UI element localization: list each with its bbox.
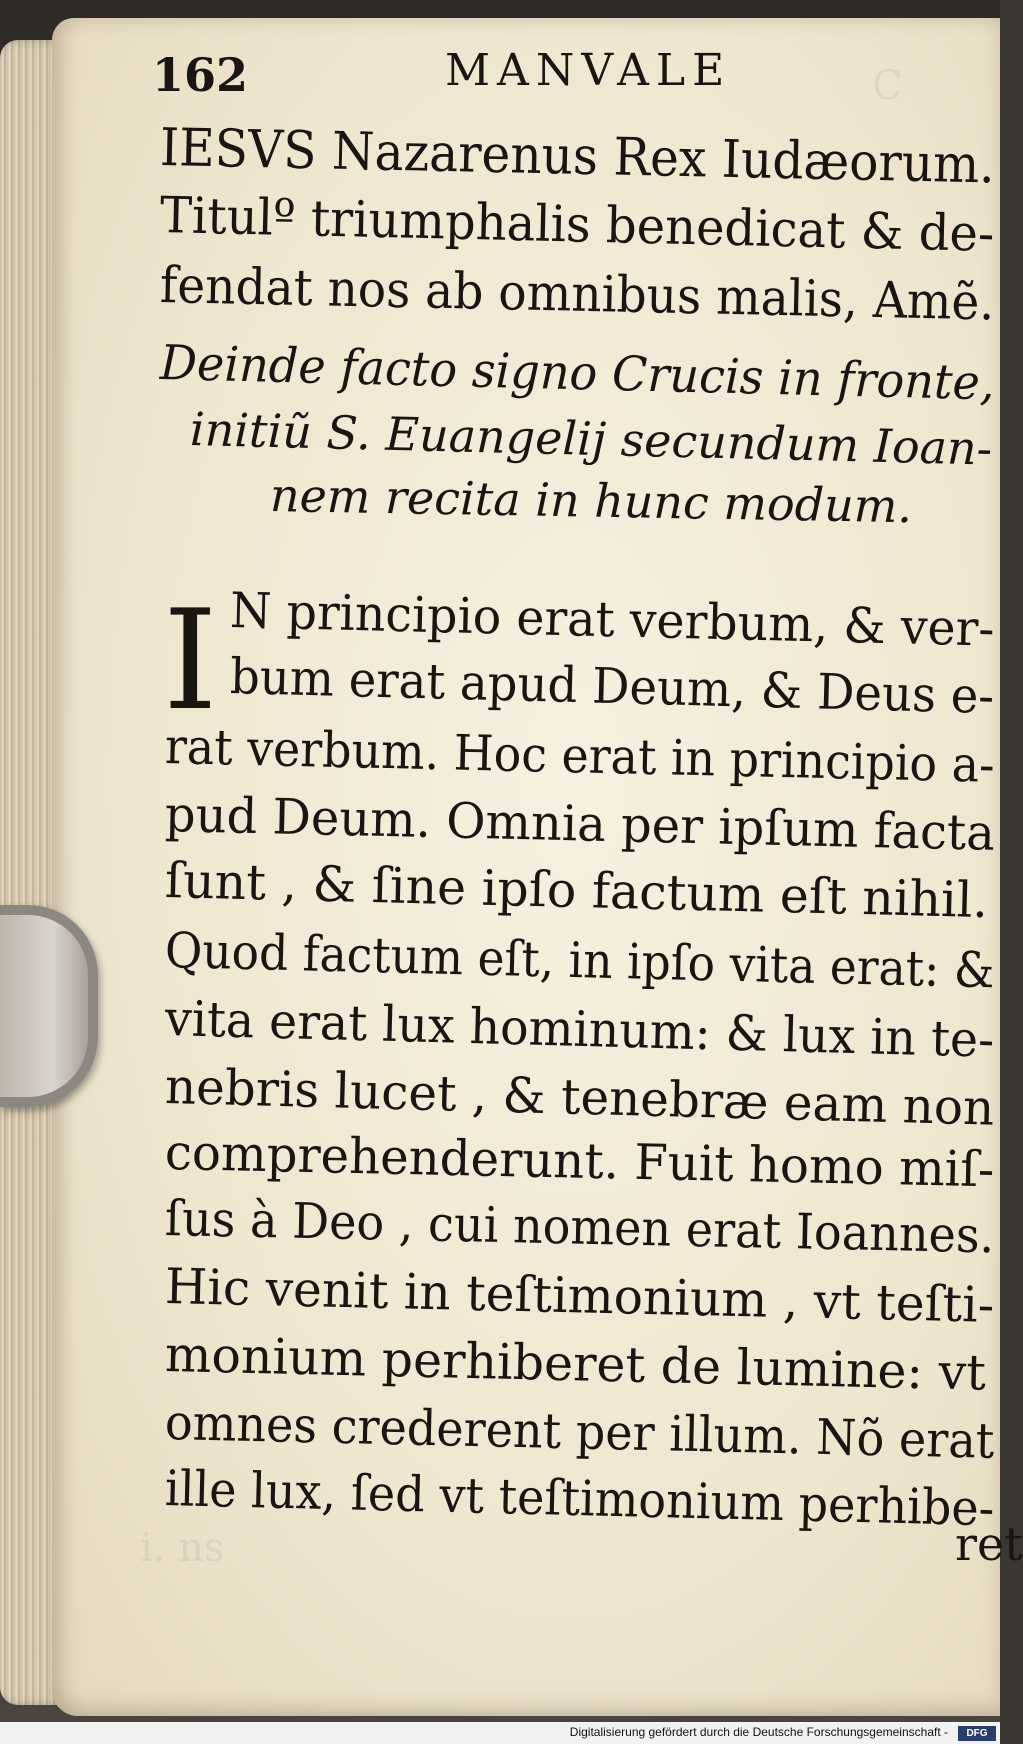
show-through-text: i. ns: [140, 1525, 225, 1571]
drop-cap: I: [163, 580, 218, 741]
opening-line-3: fendat nos ab omnibus malis, Amẽ.: [159, 256, 995, 332]
rubric-line-2: initiũ S. Euangelij secundum Ioan-: [189, 402, 993, 476]
rubric-line-3: nem recita in hunc modum.: [269, 468, 913, 534]
gospel-line-9: comprehenderunt. Fuit homo miſ-: [164, 1124, 995, 1199]
running-head: MANVALE: [445, 45, 732, 96]
gospel-line-4: pud Deum. Omnia per ipſum facta: [164, 786, 996, 862]
gospel-line-11: Hic venit in teſtimonium , vt teſti-: [164, 1258, 995, 1334]
rubric-line-1: Deinde facto signo Crucis in fronte,: [159, 335, 996, 412]
catchword: ret: [955, 1517, 1023, 1571]
gospel-line-7: vita erat lux hominum: & lux in te-: [164, 990, 995, 1069]
gospel-line-1: N principio erat verbum, & ver-: [229, 582, 996, 658]
gospel-line-5: ſunt , & ſine ipſo factum eſt nihil.: [164, 852, 989, 930]
gospel-line-3: rat verbum. Hoc erat in principio a-: [164, 718, 996, 794]
gospel-line-10: ſus à Deo , cui nomen erat Ioannes.: [164, 1190, 995, 1265]
show-through-text: C: [872, 63, 903, 109]
page-number: 162: [152, 48, 249, 102]
gospel-line-8: nebris lucet , & tenebræ eam non: [164, 1058, 995, 1137]
gospel-line-12: monium perhiberet de lumine: vt: [164, 1326, 987, 1402]
gospel-line-2: bum erat apud Deum, & Deus e-: [229, 648, 995, 725]
funding-note: Digitalisierung gefördert durch die Deutsche Forschungsgemeinschaft -: [566, 1724, 952, 1740]
book-clasp: [0, 905, 98, 1107]
gospel-line-13: omnes crederent per illum. Nõ erat: [164, 1394, 995, 1470]
dfg-logo: DFG: [958, 1726, 996, 1741]
opening-line-1: IESVS Nazarenus Rex Iudæorum.: [159, 118, 996, 196]
gospel-line-14: ille lux, ſed vt teſtimonium perhibe-: [164, 1460, 995, 1538]
gospel-line-6: Quod factum eſt, in ipſo vita erat: &: [164, 922, 996, 1000]
opening-line-2: Titulº triumphalis benedicat & de-: [159, 186, 995, 263]
